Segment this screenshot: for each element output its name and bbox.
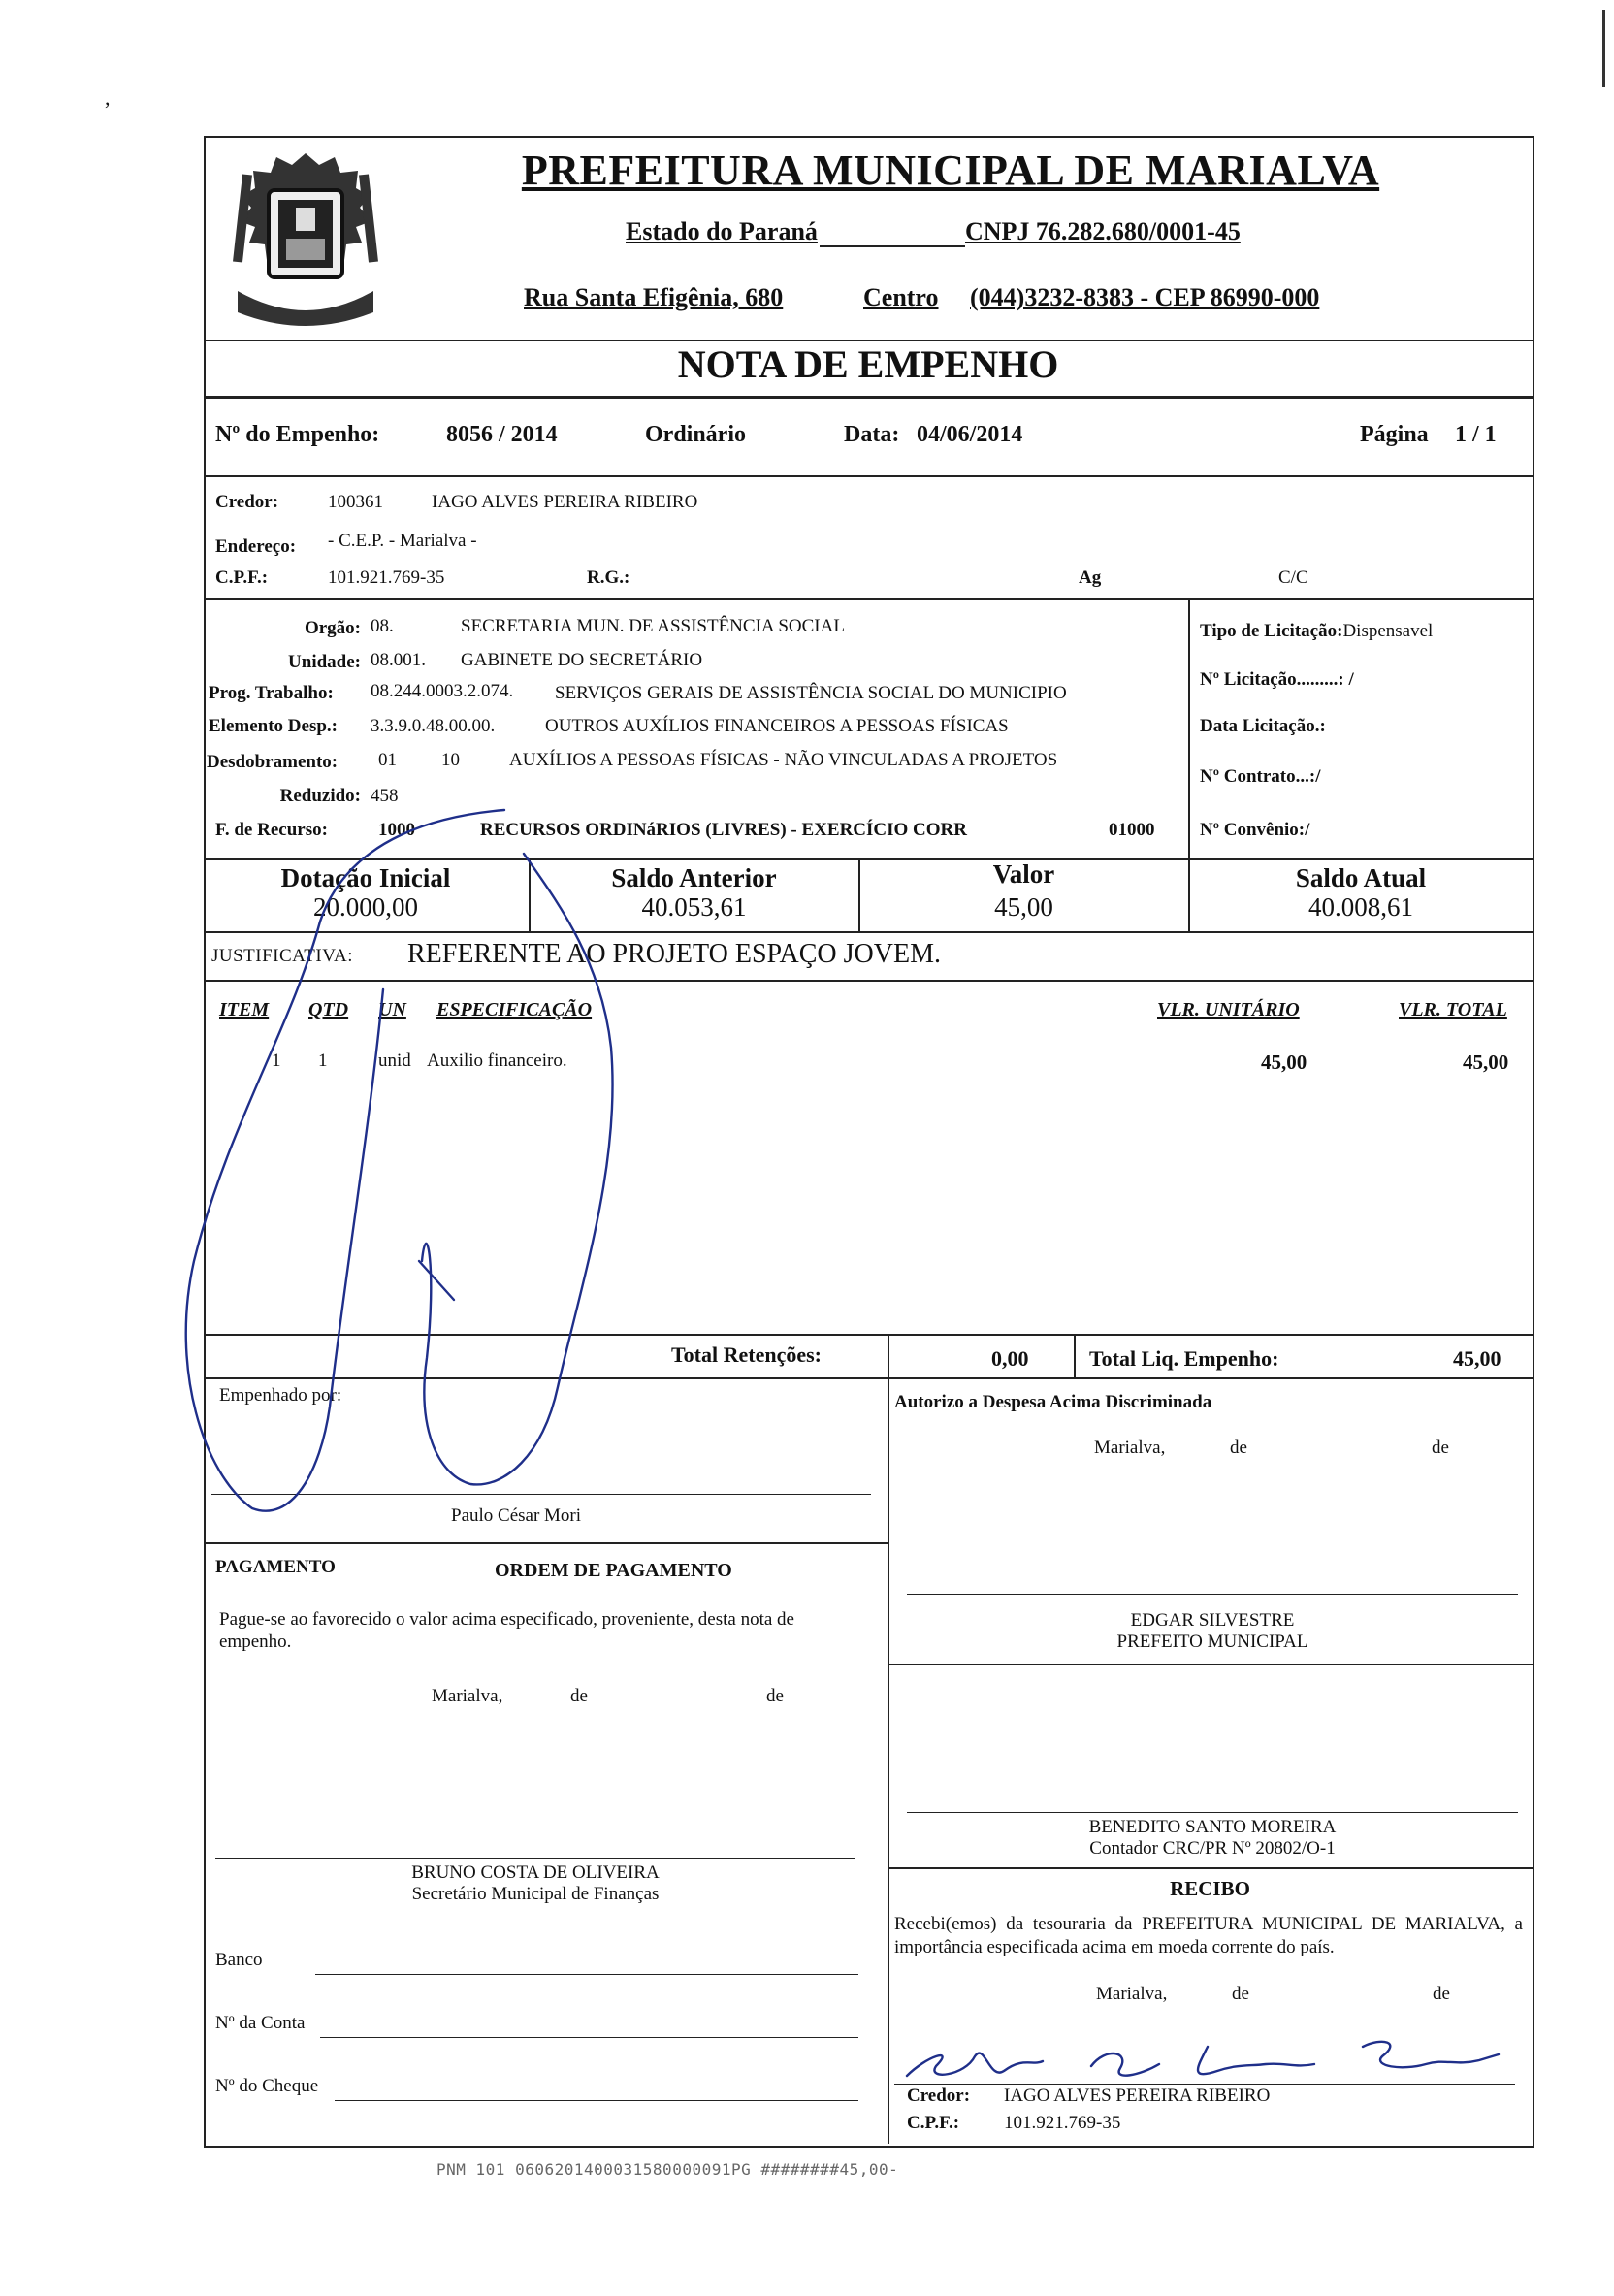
- desdobramento-a: 01: [378, 750, 397, 770]
- pagamento-de1: de: [570, 1686, 588, 1706]
- credor-name: IAGO ALVES PEREIRA RIBEIRO: [432, 492, 698, 512]
- phone-cep: (044)3232-8383 - CEP 86990-000: [970, 283, 1320, 311]
- empenhado-label: Empenhado por:: [219, 1385, 342, 1406]
- retencoes-label: Total Retenções:: [671, 1342, 822, 1367]
- item-number: 1: [272, 1051, 281, 1071]
- ag-label: Ag: [1079, 567, 1102, 588]
- page-label: Página: [1360, 422, 1429, 447]
- recibo-credor-name: IAGO ALVES PEREIRA RIBEIRO: [1004, 2086, 1271, 2106]
- saldo-atual-value: 40.008,61: [1308, 892, 1413, 922]
- scan-mark: ,: [105, 85, 111, 110]
- pagamento-place: Marialva,: [432, 1686, 503, 1706]
- contador-name: BENEDITO SANTO MOREIRA: [1088, 1817, 1337, 1837]
- retencoes-value: 0,00: [991, 1346, 1029, 1371]
- date-label: Data:: [844, 422, 900, 447]
- prog-label: Prog. Trabalho:: [209, 683, 334, 703]
- pagamento-de2: de: [766, 1686, 784, 1706]
- autorizo-label: Autorizo a Despesa Acima Discriminada: [894, 1392, 1212, 1412]
- header-un: UN: [378, 999, 406, 1020]
- conta-label: Nº da Conta: [215, 2013, 306, 2033]
- autorizo-de2: de: [1432, 1438, 1449, 1458]
- secretario-role: Secretário Municipal de Finanças: [411, 1884, 660, 1904]
- total-liq-value: 45,00: [1453, 1346, 1501, 1371]
- convenio-number: Nº Convênio:/: [1200, 820, 1310, 840]
- recibo-place: Marialva,: [1096, 1984, 1168, 2004]
- total-liq-label: Total Liq. Empenho:: [1089, 1346, 1279, 1371]
- header-vlr-unitario: VLR. UNITÁRIO: [1157, 999, 1300, 1020]
- item-total-price: 45,00: [1463, 1051, 1509, 1074]
- credor-signature: [897, 2027, 1518, 2095]
- footer-code: PNM 101 0606201400031580000091PG ########45,00-: [436, 2160, 899, 2179]
- recibo-de2: de: [1433, 1984, 1450, 2004]
- credor-address: - C.E.P. - Marialva -: [328, 531, 477, 551]
- item-qty: 1: [318, 1051, 328, 1071]
- unidade-name: GABINETE DO SECRETÁRIO: [461, 650, 703, 670]
- recibo-credor-label: Credor:: [907, 2086, 971, 2106]
- page-number: 1 / 1: [1455, 422, 1497, 447]
- rg-label: R.G.:: [587, 567, 630, 588]
- state-name: Estado do Paraná: [626, 217, 818, 245]
- recibo-text: Recebi(emos) da tesouraria da PREFEITURA MUNICIPAL DE MARIALVA, a importância especificada acima em moeda corrente do país.: [894, 1914, 1523, 1957]
- reduzido-value: 458: [371, 786, 399, 806]
- credor-code: 100361: [328, 492, 383, 512]
- reduzido-label: Reduzido:: [279, 786, 361, 806]
- secretario-name: BRUNO COSTA DE OLIVEIRA: [411, 1862, 660, 1883]
- header-vlr-total: VLR. TOTAL: [1399, 999, 1507, 1020]
- contador-role: Contador CRC/PR Nº 20802/O-1: [1089, 1838, 1336, 1859]
- header-qtd: QTD: [308, 999, 349, 1020]
- licitacao-type: Dispensavel: [1342, 621, 1434, 641]
- licitacao-number: Nº Licitação.........: /: [1200, 669, 1354, 690]
- autorizo-de1: de: [1230, 1438, 1247, 1458]
- header-item: ITEM: [219, 999, 270, 1020]
- prefeito-role: PREFEITO MUNICIPAL: [1116, 1632, 1308, 1652]
- municipality-title: PREFEITURA MUNICIPAL DE MARIALVA: [521, 146, 1380, 194]
- recurso-name: RECURSOS ORDINáRIOS (LIVRES) - EXERCÍCIO CORR: [480, 820, 967, 840]
- dotacao-inicial-label: Dotação Inicial: [280, 863, 451, 892]
- empenho-date: 04/06/2014: [917, 422, 1023, 447]
- unidade-code: 08.001.: [371, 650, 426, 670]
- recurso-code: 1000: [378, 820, 415, 840]
- orgao-code: 08.: [371, 616, 394, 636]
- valor-label: Valor: [992, 859, 1055, 889]
- elemento-name: OUTROS AUXÍLIOS FINANCEIROS A PESSOAS FÍSICAS: [545, 716, 1009, 736]
- recurso-label: F. de Recurso:: [215, 820, 328, 840]
- licitacao-date: Data Licitação.:: [1200, 716, 1326, 736]
- prefeito-name: EDGAR SILVESTRE: [1130, 1610, 1295, 1631]
- prog-code: 08.244.0003.2.074.: [371, 681, 514, 701]
- pagamento-text: Pague-se ao favorecido o valor acima especificado, proveniente, desta nota de empenho.: [219, 1609, 794, 1652]
- pagamento-label: PAGAMENTO: [215, 1557, 336, 1577]
- cnpj: CNPJ 76.282.680/0001-45: [965, 217, 1241, 245]
- recibo-cpf: 101.921.769-35: [1004, 2113, 1121, 2133]
- cpf-label: C.P.F.:: [215, 567, 269, 588]
- item-unit: unid: [378, 1051, 411, 1071]
- unidade-label: Unidade:: [288, 652, 361, 672]
- empenho-number-label: Nº do Empenho:: [215, 422, 380, 447]
- justificativa-label: JUSTIFICATIVA:: [211, 946, 354, 966]
- saldo-atual-label: Saldo Atual: [1295, 863, 1427, 892]
- recibo-label: RECIBO: [1170, 1877, 1250, 1900]
- saldo-anterior-label: Saldo Anterior: [611, 863, 777, 892]
- orgao-name: SECRETARIA MUN. DE ASSISTÊNCIA SOCIAL: [461, 616, 845, 636]
- empenho-number: 8056 / 2014: [446, 422, 558, 447]
- justificativa-text: REFERENTE AO PROJETO ESPAÇO JOVEM.: [407, 939, 941, 969]
- contract-number: Nº Contrato...:/: [1200, 766, 1321, 787]
- licitacao-type-label-text: Tipo de Licitação:: [1200, 621, 1343, 641]
- recibo-cpf-label: C.P.F.:: [907, 2113, 960, 2133]
- autorizo-place: Marialva,: [1094, 1438, 1166, 1458]
- orgao-label: Orgão:: [304, 618, 361, 638]
- document-title: NOTA DE EMPENHO: [677, 342, 1059, 386]
- desdobramento-b: 10: [441, 750, 460, 770]
- header-especificacao: ESPECIFICAÇÃO: [436, 999, 593, 1020]
- elemento-code: 3.3.9.0.48.00.00.: [371, 716, 496, 736]
- item-description: Auxilio financeiro.: [427, 1051, 567, 1071]
- credor-label: Credor:: [215, 492, 279, 512]
- recurso-suffix: 01000: [1109, 820, 1155, 840]
- prog-name: SERVIÇOS GERAIS DE ASSISTÊNCIA SOCIAL DO MUNICIPIO: [555, 683, 1067, 703]
- cc-label: C/C: [1278, 567, 1308, 588]
- district: Centro: [863, 283, 939, 311]
- banco-label: Banco: [215, 1950, 263, 1970]
- recibo-de1: de: [1232, 1984, 1249, 2004]
- credor-cpf: 101.921.769-35: [328, 567, 445, 588]
- valor-value: 45,00: [994, 892, 1053, 922]
- desdobramento-label: Desdobramento:: [207, 752, 339, 772]
- empenhado-name: Paulo César Mori: [451, 1505, 582, 1526]
- ordem-pagamento-label: ORDEM DE PAGAMENTO: [495, 1560, 732, 1581]
- cheque-label: Nº do Cheque: [215, 2076, 319, 2096]
- elemento-label: Elemento Desp.:: [209, 716, 338, 736]
- saldo-anterior-value: 40.053,61: [641, 892, 747, 922]
- item-unit-price: 45,00: [1261, 1051, 1307, 1074]
- empenho-type: Ordinário: [645, 422, 747, 447]
- dotacao-inicial-value: 20.000,00: [313, 892, 418, 922]
- street-address: Rua Santa Efigênia, 680: [524, 283, 784, 311]
- desdobramento-name: AUXÍLIOS A PESSOAS FÍSICAS - NÃO VINCULADAS A PROJETOS: [509, 750, 1058, 770]
- address-label: Endereço:: [215, 536, 297, 557]
